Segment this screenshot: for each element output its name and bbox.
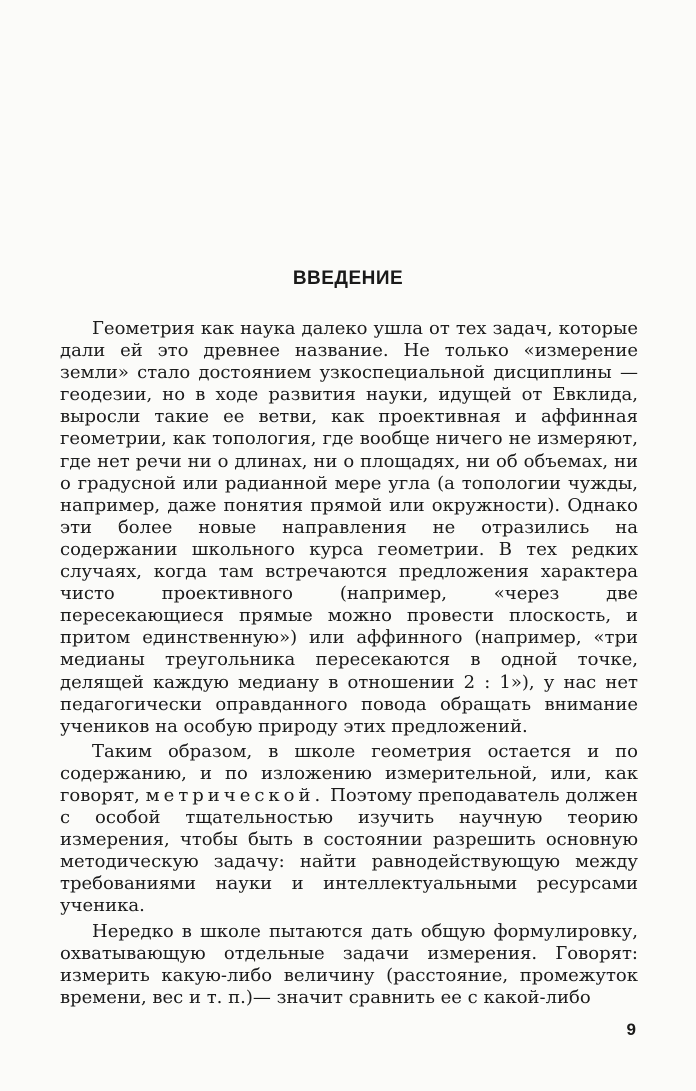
paragraph-2-text-before: Таким образом, в школе геометрия остается и по содержанию, и по изложению измерительной, или, как говорят,	[60, 740, 638, 806]
page-number: 9	[626, 1020, 636, 1039]
paragraph-1: Геометрия как наука далеко ушла от тех задач, которые дали ей это древнее название. Не только «измерение земли» стало достоянием узкоспециальной дисциплины — геодезии, но в ходе развития науки, идущей от Евклида, выросли такие ее ветви, как проективная и аффинная геометрии, как топология, где вообще ничего не измеряют, где нет речи ни о длинах, ни о площадях, ни об объемах, ни о градусной или радианной мере угла (а топологии чужды, например, даже понятия прямой или окружности). Однако эти более новые направления не отразились на содержании школьного курса геометрии. В тех редких случаях, когда там встречаются предложения характера чисто проективного (например, «через две пересекающиеся прямые можно провести плоскость, и притом единственную») или аффинного (например, «три медианы треугольника пересекаются в одной точке, делящей каждую медиану в отношении 2 : 1»), у нас нет педагогически оправданного повода обращать внимание учеников на особую природу этих предложений.	[60, 318, 638, 737]
emphasized-word: метрической.	[145, 784, 325, 806]
paragraph-3: Нередко в школе пытаются дать общую формулировку, охватывающую отдельные задачи измерения. Говорят: измерить какую-либо величину (расстояние, промежуток времени, вес и т. п.)— значит сравнить ее с какой-либо	[60, 920, 638, 1008]
paragraph-2	[60, 741, 638, 918]
chapter-title: ВВЕДЕНИЕ	[292, 268, 404, 289]
paragraph-2-text-after: Поэтому преподаватель должен с особой тщательностью изучить научную теорию измерения, чтобы быть в состоянии разрешить основную методическую задачу: найти равнодействующую между требованиями науки и интеллектуальными ресурсами ученика.	[60, 784, 638, 917]
body-text	[60, 318, 638, 1009]
